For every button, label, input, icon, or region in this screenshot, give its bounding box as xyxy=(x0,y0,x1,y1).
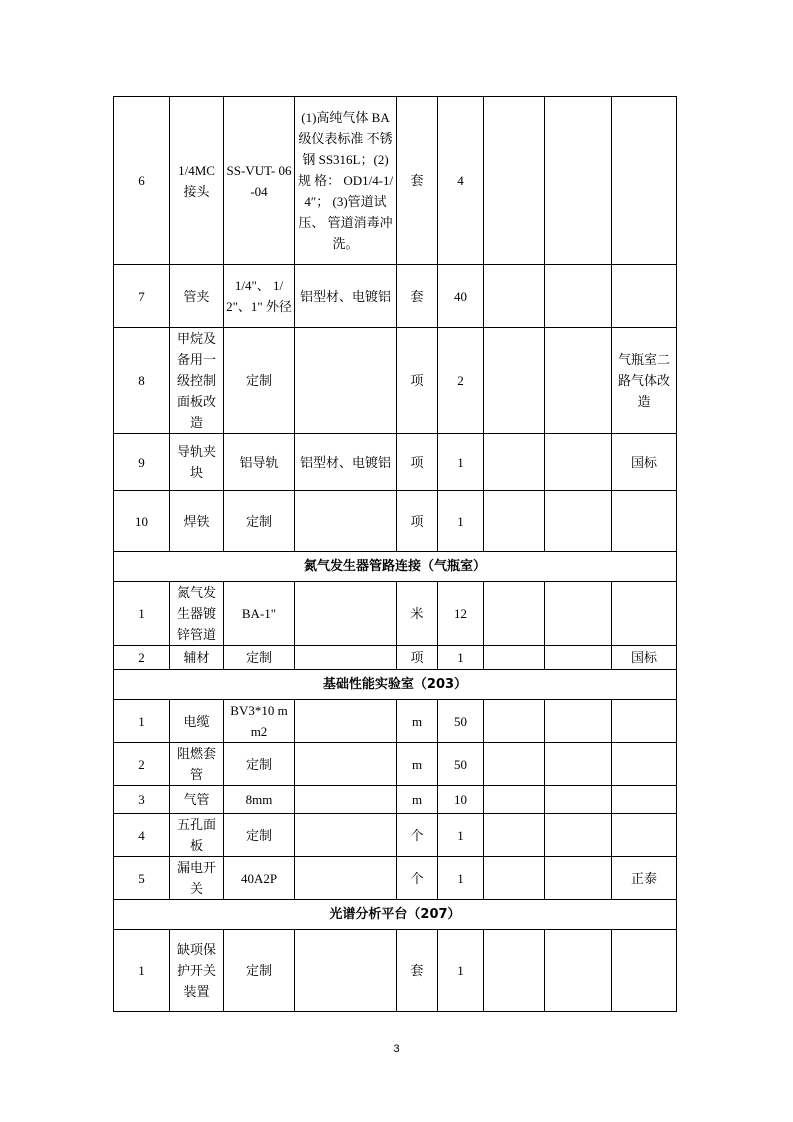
model-cell: 定制 xyxy=(224,743,295,786)
unit-cell: 个 xyxy=(397,857,438,900)
unit-price-cell xyxy=(484,328,545,434)
model-cell: SS-VUT- 06-04 xyxy=(224,97,295,265)
table-row xyxy=(114,582,677,646)
model-cell: 1/4"、 1/2"、1" 外径 xyxy=(224,265,295,328)
model-cell: 定制 xyxy=(224,930,295,1012)
spec-cell xyxy=(295,328,397,434)
unit-price-cell xyxy=(484,434,545,491)
unit-price-cell xyxy=(484,814,545,857)
quantity-cell: 1 xyxy=(438,814,484,857)
total-price-cell xyxy=(545,434,612,491)
section-title: 光谱分析平台（207） xyxy=(114,900,677,930)
total-price-cell xyxy=(545,700,612,743)
row-number-cell: 3 xyxy=(114,786,170,814)
table-row xyxy=(114,857,677,900)
unit-cell: 米 xyxy=(397,582,438,646)
unit-cell: 项 xyxy=(397,434,438,491)
row-number-cell: 1 xyxy=(114,930,170,1012)
row-number-cell: 10 xyxy=(114,491,170,552)
total-price-cell xyxy=(545,743,612,786)
unit-cell: 个 xyxy=(397,814,438,857)
unit-cell: 项 xyxy=(397,328,438,434)
unit-cell: 套 xyxy=(397,97,438,265)
quantity-cell: 12 xyxy=(438,582,484,646)
quantity-cell: 1 xyxy=(438,491,484,552)
item-name-cell: 阻燃套 管 xyxy=(170,743,224,786)
spec-cell xyxy=(295,743,397,786)
spec-cell xyxy=(295,930,397,1012)
item-name-cell: 焊铁 xyxy=(170,491,224,552)
table-row xyxy=(114,786,677,814)
quantity-cell: 50 xyxy=(438,743,484,786)
row-number-cell: 1 xyxy=(114,582,170,646)
spec-cell xyxy=(295,491,397,552)
unit-price-cell xyxy=(484,857,545,900)
table-row xyxy=(114,743,677,786)
row-number-cell: 9 xyxy=(114,434,170,491)
unit-price-cell xyxy=(484,646,545,670)
page-number: 3 xyxy=(393,1043,400,1055)
row-number-cell: 2 xyxy=(114,743,170,786)
table-row xyxy=(114,814,677,857)
quantity-cell: 1 xyxy=(438,930,484,1012)
unit-price-cell xyxy=(484,265,545,328)
row-number-cell: 4 xyxy=(114,814,170,857)
quantity-cell: 4 xyxy=(438,97,484,265)
note-cell: 气瓶室二 路气体改 造 xyxy=(612,328,677,434)
note-cell xyxy=(612,97,677,265)
spec-cell xyxy=(295,582,397,646)
quantity-cell: 10 xyxy=(438,786,484,814)
table-row xyxy=(114,700,677,743)
table-row xyxy=(114,328,677,434)
model-cell: 40A2P xyxy=(224,857,295,900)
spec-cell xyxy=(295,814,397,857)
note-cell: 正泰 xyxy=(612,857,677,900)
note-cell xyxy=(612,700,677,743)
item-name-cell: 气管 xyxy=(170,786,224,814)
total-price-cell xyxy=(545,857,612,900)
item-name-cell: 缺项保 护开关 装置 xyxy=(170,930,224,1012)
unit-cell: 套 xyxy=(397,265,438,328)
quantity-cell: 1 xyxy=(438,646,484,670)
total-price-cell xyxy=(545,328,612,434)
spec-cell xyxy=(295,857,397,900)
item-name-cell: 辅材 xyxy=(170,646,224,670)
table-row xyxy=(114,434,677,491)
spec-cell: (1)高纯气体 BA级仪表标准 不锈钢 SS316L；(2)规 格： OD1/4-1/4″； (3)管道试压、 管道消毒冲洗。 xyxy=(295,97,397,265)
model-cell: BV3*10 mm2 xyxy=(224,700,295,743)
note-cell xyxy=(612,786,677,814)
quantity-cell: 1 xyxy=(438,434,484,491)
unit-price-cell xyxy=(484,491,545,552)
total-price-cell xyxy=(545,491,612,552)
model-cell: BA-1" xyxy=(224,582,295,646)
note-cell: 国标 xyxy=(612,646,677,670)
total-price-cell xyxy=(545,582,612,646)
total-price-cell xyxy=(545,646,612,670)
section-header-row xyxy=(114,900,677,930)
section-header-row xyxy=(114,552,677,582)
model-cell: 8mm xyxy=(224,786,295,814)
unit-price-cell xyxy=(484,700,545,743)
note-cell xyxy=(612,265,677,328)
item-name-cell: 甲烷及 备用一 级控制 面板改 造 xyxy=(170,328,224,434)
note-cell xyxy=(612,930,677,1012)
total-price-cell xyxy=(545,97,612,265)
unit-cell: 项 xyxy=(397,491,438,552)
table-row xyxy=(114,646,677,670)
note-cell xyxy=(612,814,677,857)
unit-price-cell xyxy=(484,582,545,646)
spec-cell: 铝型材、电镀铝 xyxy=(295,434,397,491)
row-number-cell: 2 xyxy=(114,646,170,670)
unit-cell: 项 xyxy=(397,646,438,670)
unit-cell: m xyxy=(397,786,438,814)
unit-price-cell xyxy=(484,930,545,1012)
row-number-cell: 7 xyxy=(114,265,170,328)
table-row xyxy=(114,491,677,552)
note-cell xyxy=(612,743,677,786)
total-price-cell xyxy=(545,786,612,814)
unit-price-cell xyxy=(484,743,545,786)
quantity-cell: 1 xyxy=(438,857,484,900)
quantity-cell: 50 xyxy=(438,700,484,743)
model-cell: 定制 xyxy=(224,646,295,670)
spec-cell xyxy=(295,786,397,814)
section-header-row xyxy=(114,670,677,700)
spec-cell xyxy=(295,646,397,670)
item-name-cell: 氮气发 生器镀 锌管道 xyxy=(170,582,224,646)
row-number-cell: 8 xyxy=(114,328,170,434)
model-cell: 铝导轨 xyxy=(224,434,295,491)
item-name-cell: 漏电开 关 xyxy=(170,857,224,900)
row-number-cell: 1 xyxy=(114,700,170,743)
model-cell: 定制 xyxy=(224,491,295,552)
total-price-cell xyxy=(545,930,612,1012)
item-name-cell: 1/4MC 接头 xyxy=(170,97,224,265)
item-name-cell: 电缆 xyxy=(170,700,224,743)
unit-price-cell xyxy=(484,786,545,814)
quantity-cell: 40 xyxy=(438,265,484,328)
note-cell xyxy=(612,491,677,552)
row-number-cell: 6 xyxy=(114,97,170,265)
spec-cell: 铝型材、电镀铝 xyxy=(295,265,397,328)
quantity-cell: 2 xyxy=(438,328,484,434)
equipment-table xyxy=(113,96,677,1012)
section-title: 基础性能实验室（203） xyxy=(114,670,677,700)
unit-price-cell xyxy=(484,97,545,265)
total-price-cell xyxy=(545,814,612,857)
section-title: 氮气发生器管路连接（气瓶室） xyxy=(114,552,677,582)
item-name-cell: 导轨夹 块 xyxy=(170,434,224,491)
table-row xyxy=(114,930,677,1012)
unit-cell: m xyxy=(397,700,438,743)
table-row xyxy=(114,265,677,328)
total-price-cell xyxy=(545,265,612,328)
unit-cell: 套 xyxy=(397,930,438,1012)
table-row xyxy=(114,97,677,265)
unit-cell: m xyxy=(397,743,438,786)
note-cell: 国标 xyxy=(612,434,677,491)
note-cell xyxy=(612,582,677,646)
row-number-cell: 5 xyxy=(114,857,170,900)
item-name-cell: 管夹 xyxy=(170,265,224,328)
item-name-cell: 五孔面 板 xyxy=(170,814,224,857)
model-cell: 定制 xyxy=(224,328,295,434)
spec-cell xyxy=(295,700,397,743)
model-cell: 定制 xyxy=(224,814,295,857)
